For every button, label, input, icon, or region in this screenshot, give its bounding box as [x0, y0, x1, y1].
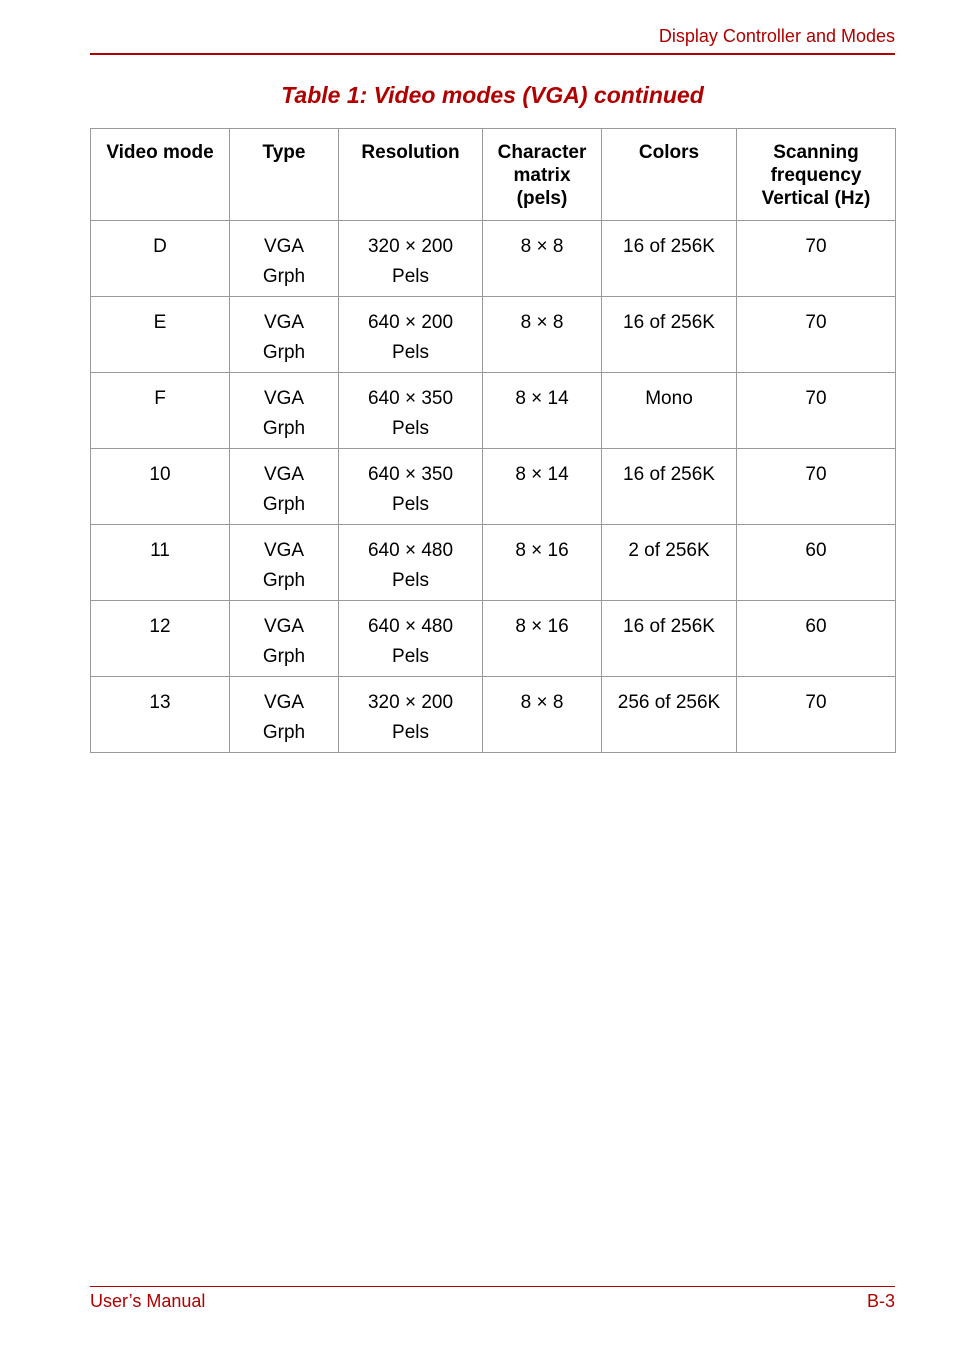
cell-colors: 256 of 256K: [602, 677, 737, 753]
cell-type: VGA Grph: [230, 677, 339, 753]
cell-video-mode: D: [91, 221, 230, 297]
table-row: [91, 525, 896, 601]
cell-scanning-frequency: 70: [737, 677, 896, 753]
cell-resolution: 320 × 200 Pels: [339, 221, 483, 297]
cell-colors: 16 of 256K: [602, 449, 737, 525]
table-body: [91, 221, 896, 753]
footer-page-number: B-3: [866, 1291, 895, 1311]
cell-video-mode: 11: [91, 525, 230, 601]
footer-manual-label: User’s Manual: [90, 1291, 206, 1311]
table-row: [91, 373, 896, 449]
cell-resolution: 640 × 350 Pels: [339, 449, 483, 525]
cell-resolution: 640 × 480 Pels: [339, 525, 483, 601]
column-header-scanning-frequency: Scanning frequency Vertical (Hz): [737, 129, 896, 221]
cell-scanning-frequency: 60: [737, 601, 896, 677]
header-rule: [90, 53, 895, 55]
cell-scanning-frequency: 70: [737, 221, 896, 297]
table-row: [91, 221, 896, 297]
video-modes-table: [90, 128, 896, 753]
table-row: [91, 297, 896, 373]
footer-rule: [90, 1286, 895, 1287]
column-header-colors: Colors: [602, 129, 737, 221]
cell-character-matrix: 8 × 8: [483, 297, 602, 373]
cell-resolution: 640 × 200 Pels: [339, 297, 483, 373]
cell-character-matrix: 8 × 8: [483, 677, 602, 753]
cell-colors: 16 of 256K: [602, 297, 737, 373]
column-header-type: Type: [230, 129, 339, 221]
running-header: Display Controller and Modes: [658, 26, 895, 46]
cell-video-mode: F: [91, 373, 230, 449]
cell-resolution: 320 × 200 Pels: [339, 677, 483, 753]
cell-colors: 2 of 256K: [602, 525, 737, 601]
column-header-character-matrix: Character matrix (pels): [483, 129, 602, 221]
cell-scanning-frequency: 60: [737, 525, 896, 601]
cell-video-mode: E: [91, 297, 230, 373]
cell-scanning-frequency: 70: [737, 373, 896, 449]
cell-video-mode: 10: [91, 449, 230, 525]
cell-type: VGA Grph: [230, 449, 339, 525]
cell-type: VGA Grph: [230, 601, 339, 677]
table-row: [91, 677, 896, 753]
cell-scanning-frequency: 70: [737, 449, 896, 525]
column-header-resolution: Resolution: [339, 129, 483, 221]
cell-character-matrix: 8 × 14: [483, 449, 602, 525]
cell-resolution: 640 × 480 Pels: [339, 601, 483, 677]
cell-resolution: 640 × 350 Pels: [339, 373, 483, 449]
cell-video-mode: 12: [91, 601, 230, 677]
cell-character-matrix: 8 × 16: [483, 525, 602, 601]
cell-type: VGA Grph: [230, 373, 339, 449]
cell-character-matrix: 8 × 8: [483, 221, 602, 297]
column-header-video-mode: Video mode: [91, 129, 230, 221]
cell-character-matrix: 8 × 16: [483, 601, 602, 677]
cell-character-matrix: 8 × 14: [483, 373, 602, 449]
cell-type: VGA Grph: [230, 525, 339, 601]
cell-colors: 16 of 256K: [602, 221, 737, 297]
cell-colors: 16 of 256K: [602, 601, 737, 677]
cell-scanning-frequency: 70: [737, 297, 896, 373]
table-row: [91, 601, 896, 677]
table-title: Table 1: Video modes (VGA) continued: [281, 82, 704, 108]
cell-video-mode: 13: [91, 677, 230, 753]
table-row: [91, 449, 896, 525]
cell-type: VGA Grph: [230, 221, 339, 297]
cell-colors: Mono: [602, 373, 737, 449]
cell-type: VGA Grph: [230, 297, 339, 373]
table-header-row: [91, 129, 896, 221]
